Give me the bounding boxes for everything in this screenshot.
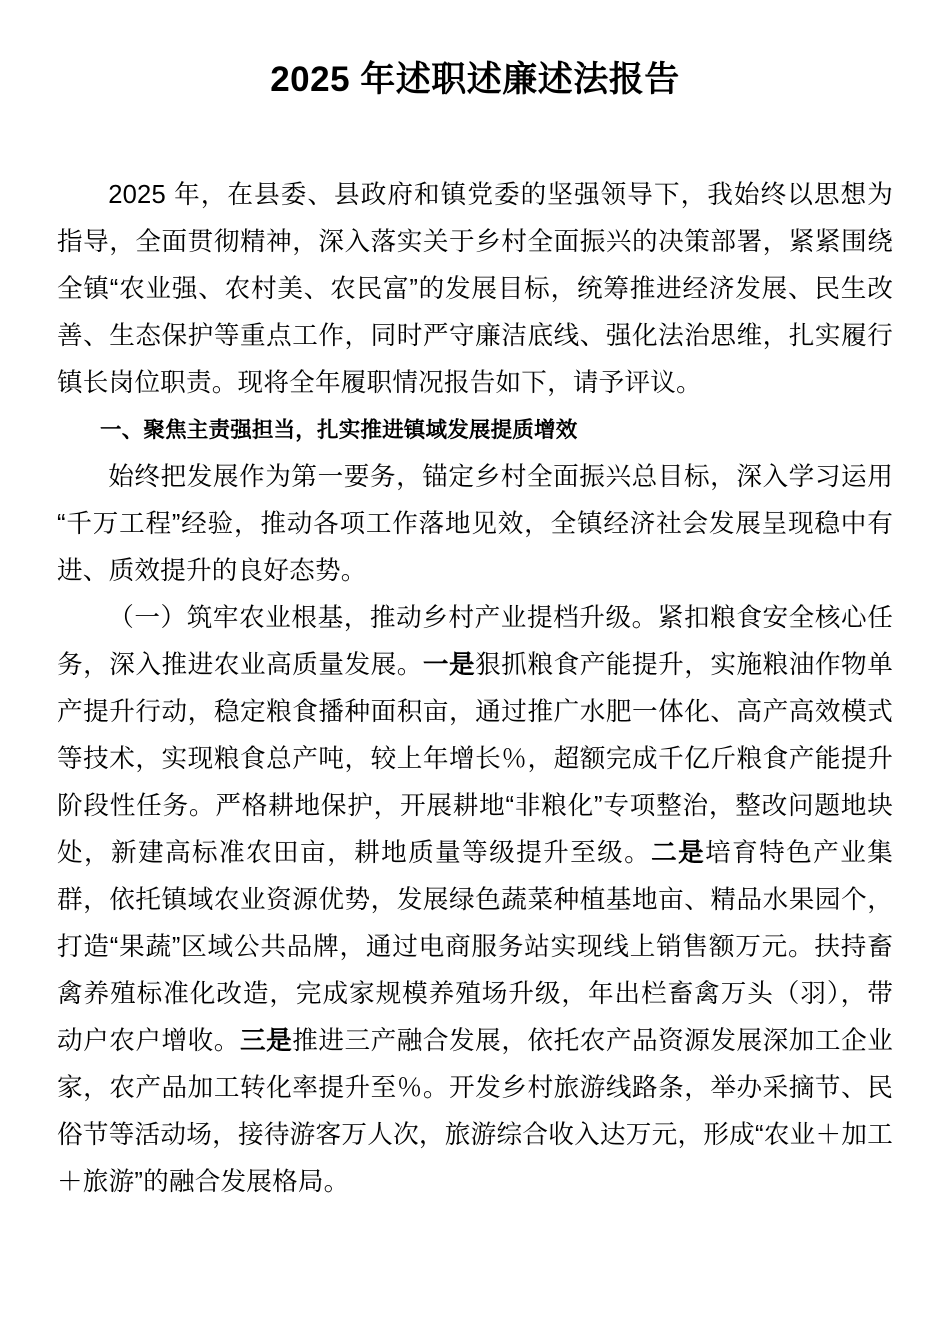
document-body [57, 52, 893, 1206]
subsection-lead-text: （一）筑牢农业根基，推动乡村产业提档升级。紧扣粮食安全核心任务，深入推进农业高质量发展。 [57, 604, 893, 680]
paragraph-section-one-body: 始终把发展作为第一要务，锚定乡村全面振兴总目标，深入学习运用“千万工程”经验，推动各项工作落地见效，全镇经济社会发展呈现稳中有进、质效提升的良好态势。 [57, 463, 893, 586]
subsection-text-one: 狠抓粮食产能提升，实施粮油作物单产提升行动，稳定粮食播种面积亩，通过推广水肥一体化、高产高效模式等技术，实现粮食总产吨，较上年增长％，超额完成千亿斤粮食产能提升阶段性任务。严格耕地保护，开展耕地“非粮化”专项整治，整改问题地块处，新建高标准农田亩，耕地质量等级提升至级。 [57, 651, 893, 868]
paragraph-subsection-one [57, 595, 893, 1206]
section-heading-one: 一、聚焦主责强担当，扎实推进镇域发展提质增效 [100, 418, 578, 443]
page-title: 2025 年述职述廉述法报告 [270, 60, 680, 99]
bold-marker-one: 一是 [422, 651, 476, 680]
paragraph-intro: 2025 年，在县委、县政府和镇党委的坚强领导下，我始终以思想为指导，全面贯彻精神，深入落实关于乡村全面振兴的决策部署，紧紧围绕全镇“农业强、农村美、农民富”的发展目标，统筹推进经济发展、民生改善、生态保护等重点工作，同时严守廉洁底线、强化法治思维，扎实履行镇长岗位职责。现将全年履职情况报告如下，请予评议。 [57, 181, 893, 398]
subsection-text-three: 推进三产融合发展，依托农产品资源发展深加工企业家，农产品加工转化率提升至％。开发乡村旅游线路条，举办采摘节、民俗节等活动场，接待游客万人次，旅游综合收入达万元，形成“农业＋加工＋旅游”的融合发展格局。 [57, 1027, 893, 1197]
title-spacer [57, 103, 893, 172]
subsection-text-two: 培育特色产业集群，依托镇域农业资源优势，发展绿色蔬菜种植基地亩、精品水果园个，打造“果蔬”区域公共品牌，通过电商服务站实现线上销售额万元。扶持畜禽养殖标准化改造，完成家规模养殖场升级，年出栏畜禽万头（羽），带动户农户增收。 [57, 839, 893, 1056]
bold-marker-two: 二是 [651, 839, 706, 868]
bold-marker-three: 三是 [239, 1027, 293, 1056]
